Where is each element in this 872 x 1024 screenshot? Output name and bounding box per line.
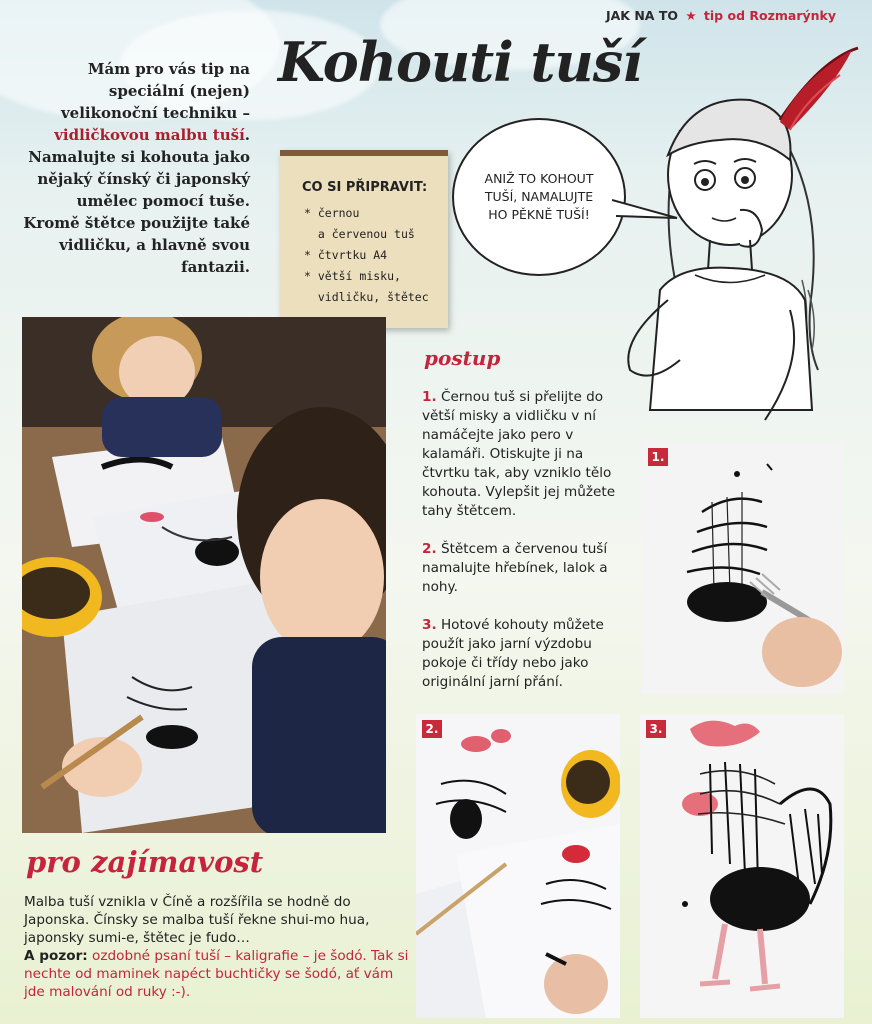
tip-label: tip od Rozmarýnky (703, 8, 836, 23)
photo-number-badge: 1. (648, 448, 668, 466)
supplies-item-cont: vidličku, štětec (317, 290, 429, 304)
page-title: Kohouti tuší (278, 30, 642, 94)
supplies-note (280, 150, 448, 328)
supplies-item-cont: a červenou tuš (317, 227, 415, 241)
supplies-heading: CO SI PŘIPRAVIT: (302, 180, 428, 195)
step-3: 3. Hotové kohouty můžete použít jako jarní výzdobu pokoje či třídy nebo jako originální jarní přání. (422, 617, 604, 690)
supplies-item: * černou (304, 203, 448, 224)
kids-painting-image (22, 317, 386, 833)
interesting-fact-text: Malba tuší vznikla v Číně a rozšířila se hodně do Japonska. Čínsky se malba tuší řekne shui-mo hua, japonsky sumi-e, štětec je fudo… A pozor: ozdobné psaní tuší – kaligrafie – je šodó. Tak si nechte od maminek napéct buchtičky se šodó, ať vám jde malování od ruky :-). (24, 894, 409, 1000)
postup-title: postup (424, 346, 501, 370)
step-1: 1. Černou tuš si přelijte do větší misky a vidličku v ní namáčejte jako pero v kalamáři. Otiskujte ji na čtvrtku tak, aby vzniklo tělo kohouta. Vylepšit jej můžete tahy štětcem. (422, 389, 616, 519)
intro-highlight: vidličkovou malbu tuší (54, 126, 245, 144)
supplies-list (280, 203, 448, 308)
warning-text: ozdobné psaní tuší – kaligrafie – je šodó. Tak si nechte od maminek napéct buchtičky se šodó, ať vám jde malování od ruky :-). (24, 948, 409, 1000)
section-header (606, 8, 836, 23)
girl-illustration (590, 40, 860, 440)
intro-text: Mám pro vás tip na speciální (nejen) velikonoční techniku – vidličkovou malbu tuší. Namalujte si kohouta jako nějaký čínský či japonský umělec pomocí tuše. Kromě štětce použijte také vidličku, a hlavně svou fantazii. (23, 60, 250, 276)
photo-number-badge: 2. (422, 720, 442, 738)
rooster-comb-image (416, 714, 620, 1018)
main-photo (22, 317, 386, 833)
speech-bubble-tail (612, 196, 682, 226)
step-1-photo (642, 442, 844, 694)
warning-label: A pozor: (24, 948, 88, 964)
fork-printing-image (642, 442, 844, 694)
speech-bubble (452, 118, 626, 276)
photo-number-badge: 3. (646, 720, 666, 738)
section-label: JAK NA TO (605, 8, 678, 23)
supplies-item: * čtvrtku A4 (304, 245, 448, 266)
interesting-fact-title: pro zajímavost (26, 845, 264, 879)
speech-bubble-text: ANIŽ TO KOHOUT TUŠÍ, NAMALUJTE HO PĚKNĚ TUŠÍ! (484, 171, 594, 222)
feather-icon (780, 48, 858, 130)
step-2-photo (416, 714, 620, 1018)
step-2: 2. Štětcem a červenou tuší namalujte hřebínek, lalok a nohy. (422, 541, 608, 595)
step-3-photo (640, 714, 844, 1018)
steps-list (422, 388, 634, 711)
supplies-item: * větší misku, (304, 266, 448, 287)
star-icon: ★ (685, 8, 697, 23)
finished-rooster-image (640, 714, 844, 1018)
